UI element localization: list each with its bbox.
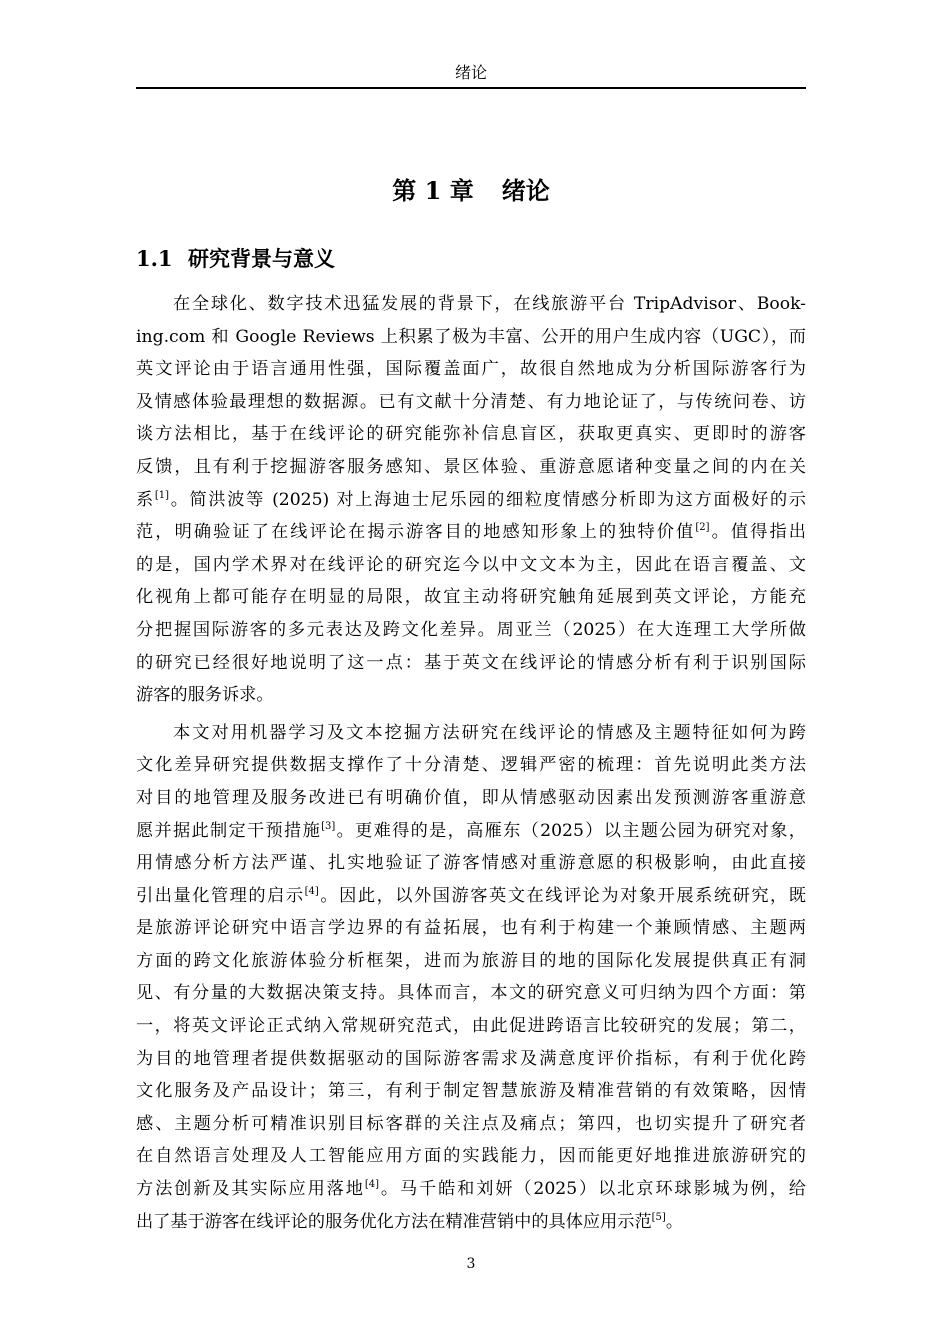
chapter-title	[136, 171, 806, 211]
paragraph	[136, 288, 806, 712]
text-line	[136, 581, 806, 614]
text-line	[136, 418, 806, 451]
text-segment: 分把握国际游客的多元表达及跨文化差异。周亚兰（2025）在大连理工大学所做	[136, 619, 806, 640]
text-segment: 及情感体验最理想的数据源。已有文献十分清楚、有力地论证了，与传统问卷、访	[136, 391, 806, 412]
text-line	[136, 1010, 806, 1043]
text-segment: 谈方法相比，基于在线评论的研究能弥补信息盲区，获取更真实、更即时的游客	[136, 424, 806, 445]
text-segment: 方面的跨文化旅游体验分析框架，进而为旅游目的地的国际化发展提供真正有洞	[136, 950, 806, 971]
running-header: 绪论	[454, 63, 487, 82]
text-segment: ing.com 和 Google Reviews 上积累了极为丰富、公开的用户生成内容（UGC），而	[136, 326, 806, 347]
text-line	[136, 353, 806, 386]
text-line	[136, 1173, 806, 1206]
text-line	[136, 1108, 806, 1141]
text-segment: 的研究已经很好地说明了这一点：基于英文在线评论的情感分析有利于识别国际	[136, 652, 806, 673]
citation: [4]	[304, 885, 319, 897]
text-segment: 的是，国内学术界对在线评论的研究迄今以中文文本为主，因此在语言覆盖、文	[136, 554, 806, 575]
citation: [2]	[695, 522, 710, 534]
chapter-name: 绪论	[501, 176, 550, 205]
text-line	[136, 782, 806, 815]
text-segment: 出了基于游客在线评论的服务优化方法在精准营销中的具体应用示范	[136, 1211, 652, 1232]
text-segment: 范，明确验证了在线评论在揭示游客目的地感知形象上的独特价值	[136, 522, 696, 543]
text-line	[136, 549, 806, 582]
text-segment: 在全球化、数字技术迅猛发展的背景下，在线旅游平台 TripAdvisor、Book-	[173, 294, 806, 314]
text-segment: 引出量化管理的启示	[136, 885, 305, 906]
text-line	[136, 1206, 806, 1239]
text-segment: 对目的地管理及服务改进已有明确价值，即从情感驱动因素出发预测游客重游意	[136, 787, 806, 808]
citation: [5]	[651, 1211, 666, 1223]
chapter-label: 第 1 章	[392, 176, 474, 205]
citation: [3]	[321, 820, 336, 832]
text-line	[136, 912, 806, 945]
section-heading	[136, 241, 335, 277]
text-line	[136, 1043, 806, 1076]
citation: [1]	[154, 489, 170, 501]
text-line	[136, 288, 806, 321]
text-segment: 愿并据此制定干预措施	[136, 820, 322, 841]
text-segment: 。更难得的是，高雁东（2025）以主题公园为研究对象，	[335, 820, 806, 841]
text-line	[136, 1075, 806, 1108]
text-segment: 见、有分量的大数据决策支持。具体而言，本文的研究意义可归纳为四个方面：第	[136, 983, 806, 1004]
text-line	[136, 451, 806, 484]
citation: [4]	[364, 1179, 379, 1191]
body-text	[136, 288, 806, 1238]
section-number: 1.1	[136, 246, 173, 271]
text-segment: 英文评论由于语言通用性强，国际覆盖面广，故很自然地成为分析国际游客行为	[136, 359, 806, 380]
text-segment: 文化差异研究提供数据支撑作了十分清楚、逻辑严密的梳理：首先说明此类方法	[136, 755, 806, 776]
text-line	[136, 386, 806, 419]
text-segment: 方法创新及其实际应用落地	[136, 1179, 365, 1200]
text-line	[136, 977, 806, 1010]
paragraph	[136, 717, 806, 1239]
text-segment: 感、主题分析可精准识别目标客群的关注点及痛点；第四，也切实提升了研究者	[136, 1113, 806, 1134]
text-line	[136, 717, 806, 750]
text-line	[136, 945, 806, 978]
text-segment: 用情感分析方法严谨、扎实地验证了游客情感对重游意愿的积极影响，由此直接	[136, 853, 806, 874]
text-segment: 系	[136, 489, 155, 510]
text-segment: 。简洪波等 (2025) 对上海迪士尼乐园的细粒度情感分析即为这方面极好的示	[169, 489, 806, 510]
text-segment: 本文对用机器学习及文本挖掘方法研究在线评论的情感及主题特征如何为跨	[173, 722, 806, 743]
text-line	[136, 484, 806, 517]
text-line	[136, 516, 806, 549]
text-segment: 为目的地管理者提供数据驱动的国际游客需求及满意度评价指标，有利于优化跨	[136, 1048, 806, 1069]
text-segment: 。马千皓和刘妍（2025）以北京环球影城为例，给	[379, 1179, 806, 1200]
text-segment: 。因此，以外国游客英文在线评论为对象开展系统研究，既	[318, 885, 806, 906]
text-line	[136, 321, 806, 354]
text-line	[136, 880, 806, 913]
text-segment: 一，将英文评论正式纳入常规研究范式，由此促进跨语言比较研究的发展；第二，	[136, 1016, 806, 1037]
text-line	[136, 679, 806, 712]
text-segment: 是旅游评论研究中语言学边界的有益拓展，也有利于构建一个兼顾情感、主题两	[136, 918, 806, 939]
text-line	[136, 847, 806, 880]
text-segment: 游客的服务诉求。	[136, 685, 274, 706]
header-rule	[136, 87, 806, 89]
text-line	[136, 1140, 806, 1173]
text-segment: 化视角上都可能存在明显的局限，故宜主动将研究触角延展到英文评论，方能充	[136, 587, 806, 608]
text-segment: 在自然语言处理及人工智能应用方面的实践能力，因而能更好地推进旅游研究的	[136, 1146, 806, 1167]
text-segment: 反馈，且有利于挖掘游客服务感知、景区体验、重游意愿诸种变量之间的内在关	[136, 456, 806, 477]
page-number: 3	[466, 1256, 476, 1272]
text-segment: 文化服务及产品设计；第三，有利于制定智慧旅游及精准营销的有效策略，因情	[136, 1081, 806, 1102]
text-line	[136, 647, 806, 680]
text-line	[136, 815, 806, 848]
text-segment: 。	[665, 1211, 684, 1232]
text-line	[136, 614, 806, 647]
text-line	[136, 749, 806, 782]
section-title: 研究背景与意义	[188, 246, 335, 271]
text-segment: 。值得指出	[709, 522, 806, 543]
